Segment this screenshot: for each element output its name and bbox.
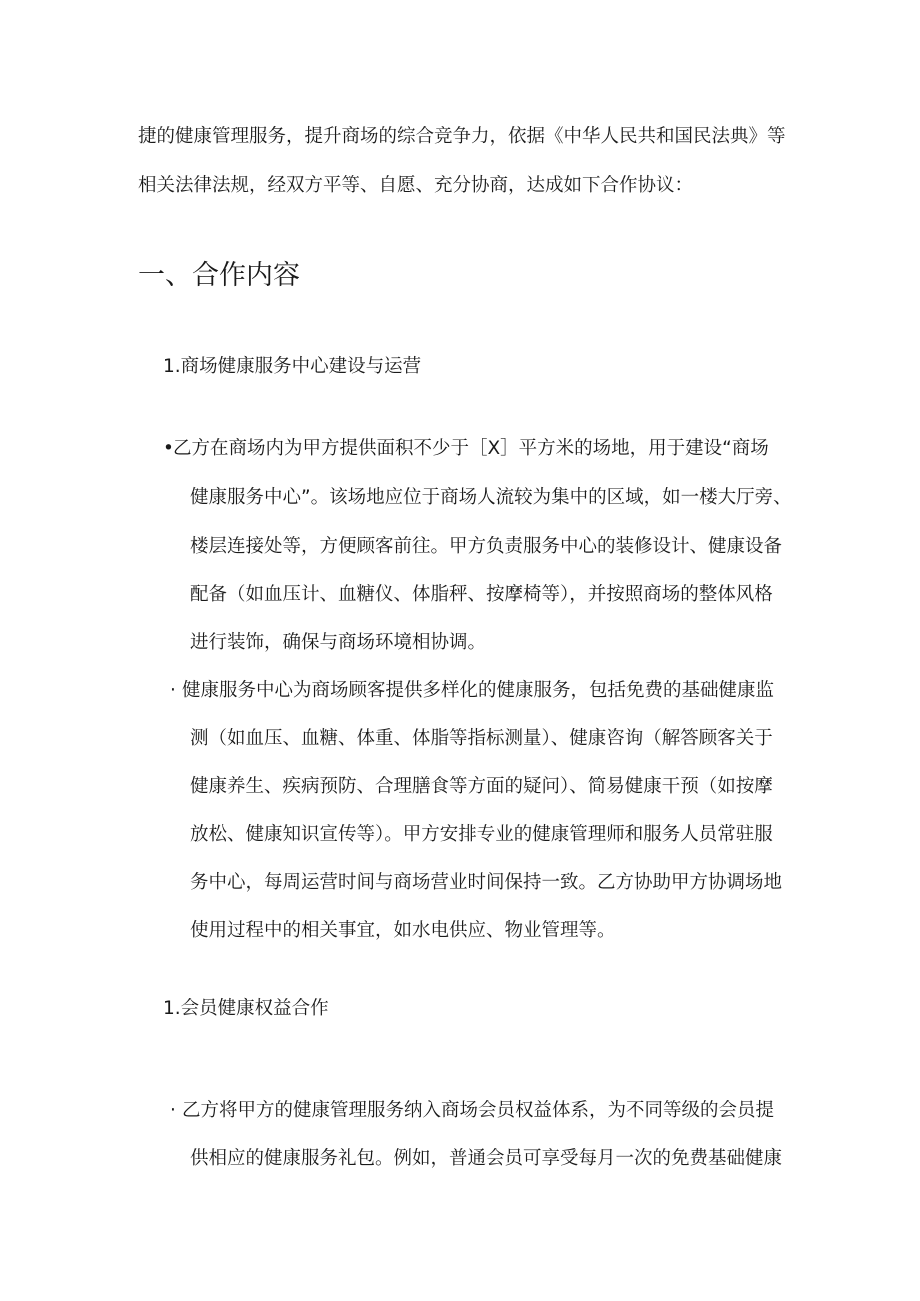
- section-heading: 一、合作内容: [138, 260, 300, 291]
- bullet-1-line-1: 乙方在商场内为甲方提供面积不少于［X］平方米的场地，用于建设“商场: [173, 438, 769, 459]
- bullet-marker: ·: [170, 1100, 176, 1121]
- bullet-marker: ·: [170, 680, 176, 701]
- bullet-1-line-5: 进行装饰，确保与商场环境相协调。: [190, 632, 487, 653]
- bullet-2-line-4: 放松、健康知识宣传等）。甲方安排专业的健康管理师和服务人员常驻服: [190, 824, 773, 845]
- subsection-title-2: 1.会员健康权益合作: [163, 998, 329, 1019]
- bullet-2-line-2: 测（如血压、血糖、体重、体脂等指标测量）、健康咨询（解答顾客关于: [190, 728, 773, 749]
- bullet-2-line-1: 健康服务中心为商场顾客提供多样化的健康服务，包括免费的基础健康监: [182, 680, 775, 701]
- bullet-3-line-2: 供相应的健康服务礼包。例如，普通会员可享受每月一次的免费基础健康: [190, 1148, 783, 1169]
- bullet-1-line-2: 健康服务中心”。该场地应位于商场人流较为集中的区域，如一楼大厅旁、: [190, 487, 792, 508]
- bullet-1-line-3: 楼层连接处等，方便顾客前往。甲方负责服务中心的装修设计、健康设备: [190, 536, 783, 557]
- subsection-title-1: 1.商场健康服务中心建设与运营: [163, 356, 422, 377]
- bullet-3-line-1: 乙方将甲方的健康管理服务纳入商场会员权益体系，为不同等级的会员提: [182, 1100, 775, 1121]
- bullet-marker: •: [163, 438, 174, 459]
- intro-line-1: 捷的健康管理服务，提升商场的综合竞争力，依据《中华人民共和国民法典》等: [138, 126, 786, 147]
- bullet-2-line-5: 务中心，每周运营时间与商场营业时间保持一致。乙方协助甲方协调场地: [190, 872, 783, 893]
- bullet-1-line-4: 配备（如血压计、血糖仪、体脂秤、按摩椅等），并按照商场的整体风格: [190, 584, 773, 605]
- bullet-2-line-6: 使用过程中的相关事宜，如水电供应、物业管理等。: [190, 920, 616, 941]
- intro-line-2: 相关法律法规，经双方平等、自愿、充分协商，达成如下合作协议：: [138, 175, 694, 196]
- bullet-2-line-3: 健康养生、疾病预防、合理膳食等方面的疑问）、简易健康干预（如按摩: [190, 776, 773, 797]
